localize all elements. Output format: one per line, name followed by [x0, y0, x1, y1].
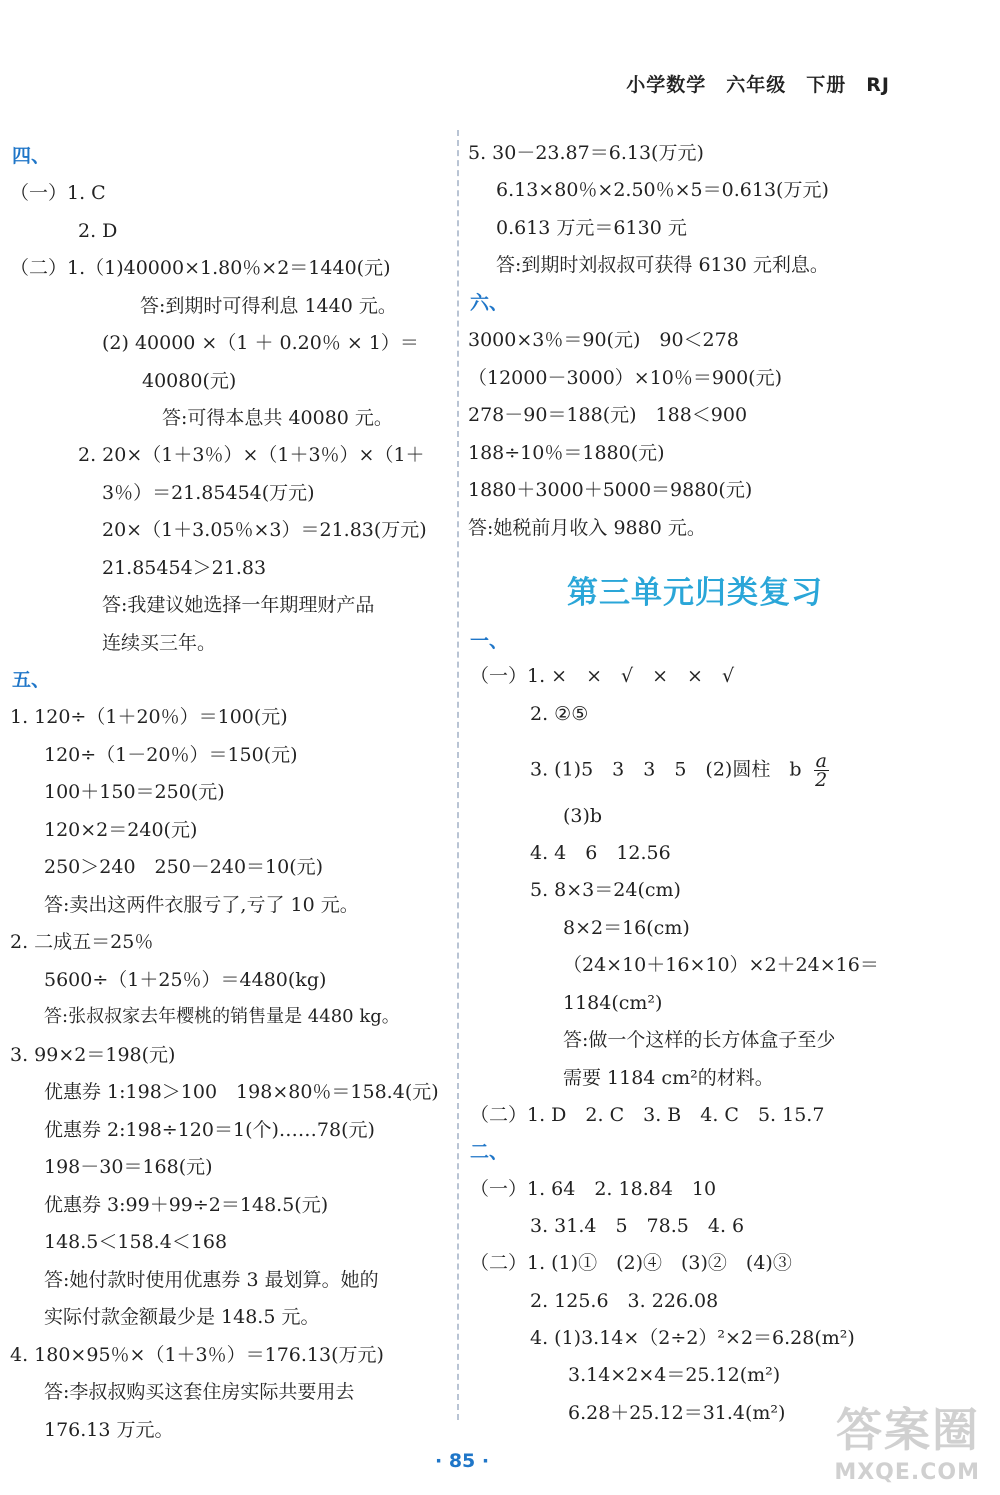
unit-review-title: 第三单元归类复习: [567, 575, 823, 611]
answer-line: 答:她付款时使用优惠券 3 最划算。她的: [44, 1269, 379, 1291]
answer-line: 答:可得本息共 40080 元。: [162, 407, 393, 429]
answer-line: 答:李叔叔购买这套住房实际共要用去: [44, 1381, 355, 1403]
answer-line: （24×10＋16×10）×2＋24×16＝: [563, 954, 879, 976]
answer-line: 148.5＜158.4＜168: [44, 1231, 228, 1253]
answer-line: （二）1. (1)① (2)④ (3)② (4)③: [470, 1252, 792, 1274]
answer-line: 2. 125.6 3. 226.08: [530, 1290, 719, 1312]
answer-line: 答:她税前月收入 9880 元。: [468, 517, 706, 539]
watermark: [834, 1394, 980, 1485]
answer-line: （二）1. D 2. C 3. B 4. C 5. 15.7: [470, 1104, 825, 1126]
answer-line: 3.14×2×4＝25.12(m²): [568, 1364, 781, 1386]
answer-line: 198－30＝168(元): [44, 1156, 213, 1178]
answer-line: 21.85454＞21.83: [102, 557, 267, 579]
answer-line: 5600÷（1＋25％）＝4480(kg): [44, 969, 327, 991]
answer-line: 188÷10％＝1880(元): [468, 442, 665, 464]
answer-line: 优惠券 3:99＋99÷2＝148.5(元): [44, 1194, 329, 1216]
answer-line: 176.13 万元。: [44, 1419, 174, 1441]
page-header: 小学数学 六年级 下册 RJ: [626, 74, 890, 96]
answer-line: [530, 752, 829, 789]
answer-line: （12000－3000）×10％＝900(元): [468, 367, 782, 389]
answer-line: 6.28＋25.12＝31.4(m²): [568, 1402, 786, 1424]
watermark-site: MXQE.COM: [834, 1460, 980, 1485]
answer-line: 100＋150＝250(元): [44, 781, 225, 803]
answer-line: 答:卖出这两件衣服亏了,亏了 10 元。: [44, 894, 359, 916]
answer-line: （一）1. 64 2. 18.84 10: [470, 1178, 717, 1200]
answer-line: (3)b: [563, 805, 603, 827]
answer-line: 4. 180×95％×（1＋3％）＝176.13(万元): [10, 1344, 384, 1366]
section-heading-5: 五、: [12, 669, 51, 691]
section-heading-1: 一、: [470, 630, 509, 652]
section-heading-4: 四、: [12, 145, 51, 167]
answer-line: （二）1.（1)40000×1.80％×2＝1440(元): [10, 257, 391, 279]
answer-line: 6.13×80％×2.50％×5＝0.613(万元): [496, 179, 829, 201]
answer-line: 5. 8×3＝24(cm): [530, 879, 681, 901]
answer-line: 1. 120÷（1＋20％）＝100(元): [10, 706, 288, 728]
watermark-logo-text: 答案圈: [836, 1403, 980, 1457]
answer-line: 120×2＝240(元): [44, 819, 198, 841]
answer-line: 实际付款金额最少是 148.5 元。: [44, 1306, 320, 1328]
answer-line: 答:做一个这样的长方体盒子至少: [563, 1029, 836, 1051]
answer-line: 答:张叔叔家去年樱桃的销售量是 4480 kg。: [44, 1006, 400, 1027]
fraction-a-over-2: [814, 752, 829, 789]
answer-line: 120÷（1－20％）＝150(元): [44, 744, 298, 766]
answer-line: 3. 31.4 5 78.5 4. 6: [530, 1215, 745, 1237]
page-number: · 85 ·: [435, 1450, 490, 1472]
fraction-numerator: a: [815, 750, 827, 772]
answer-line: 4. (1)3.14×（2÷2）²×2＝6.28(m²): [530, 1327, 855, 1349]
answer-line: 连续买三年。: [102, 632, 217, 654]
answer-line: 答:到期时可得利息 1440 元。: [140, 295, 397, 317]
column-divider: [457, 130, 459, 1420]
answer-line: 278－90＝188(元) 188＜900: [468, 404, 748, 426]
answer-line: 答:到期时刘叔叔可获得 6130 元利息。: [496, 254, 829, 276]
answer-line: 250＞240 250－240＝10(元): [44, 856, 324, 878]
answer-line: (2) 40000 ×（1 ＋ 0.20％ × 1）＝: [102, 332, 419, 354]
answer-line: 5. 30－23.87＝6.13(万元): [468, 142, 704, 164]
section-heading-6: 六、: [470, 292, 509, 314]
answer-line: 0.613 万元＝6130 元: [496, 217, 687, 239]
answer-line: 20×（1＋3.05％×3）＝21.83(万元): [102, 519, 427, 541]
answer-line: （一）1. × × √ × × √: [470, 665, 735, 687]
answer-line: 2. D: [78, 220, 118, 242]
answer-line: 答:我建议她选择一年期理财产品: [102, 594, 375, 616]
section-heading-2: 二、: [470, 1141, 509, 1163]
fraction-denominator: 2: [815, 769, 828, 791]
answer-line: 3. 99×2＝198(元): [10, 1044, 176, 1066]
answer-line: （一）1. C: [10, 182, 106, 204]
answer-line: 1184(cm²): [563, 992, 663, 1014]
answer-line: 需要 1184 cm²的材料。: [563, 1067, 774, 1089]
answer-line: 2. 20×（1＋3％）×（1＋3％）×（1＋: [78, 444, 425, 466]
answer-line: 优惠券 2:198÷120＝1(个)……78(元): [44, 1119, 375, 1141]
answer-line: 优惠券 1:198＞100 198×80％＝158.4(元): [44, 1081, 439, 1103]
answer-line: 4. 4 6 12.56: [530, 842, 671, 864]
answer-line: 1880＋3000＋5000＝9880(元): [468, 479, 753, 501]
answer-line: 3％）＝21.85454(万元): [102, 482, 315, 504]
answer-text: 3. (1)5 3 3 5 (2)圆柱 b: [530, 758, 802, 781]
answer-line: 2. ②⑤: [530, 703, 589, 725]
answer-line: 40080(元): [142, 370, 237, 392]
answer-line: 3000×3％＝90(元) 90＜278: [468, 329, 739, 351]
answer-line: 8×2＝16(cm): [563, 917, 690, 939]
answer-line: 2. 二成五＝25％: [10, 931, 154, 953]
